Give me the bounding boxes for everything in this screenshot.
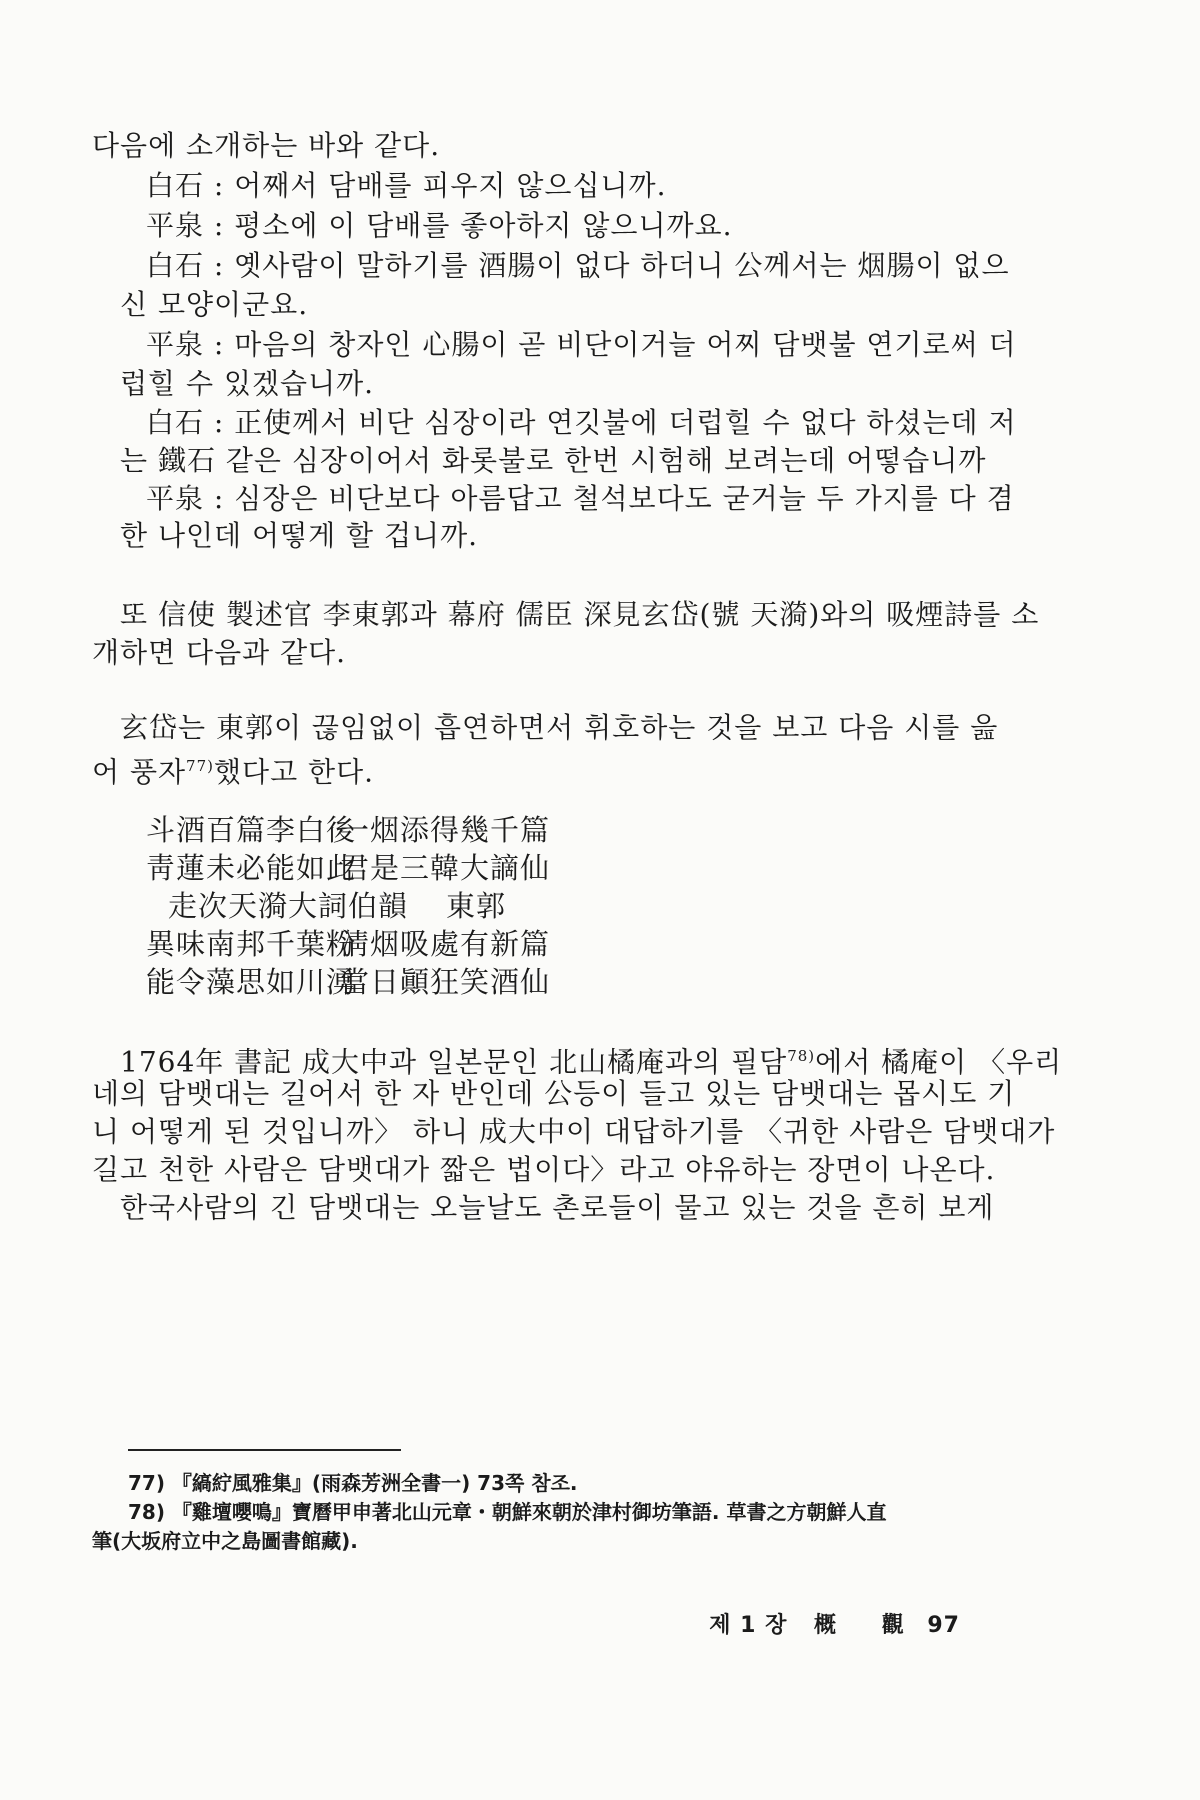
dialogue-line: 白石 : 어째서 담배를 피우지 않으십니까. bbox=[146, 169, 667, 202]
dialogue-line: 平泉 : 평소에 이 담배를 좋아하지 않으니까요. bbox=[146, 209, 733, 242]
poem-line bbox=[146, 848, 356, 888]
dialogue-line: 한 나인데 어떻게 할 겁니까. bbox=[120, 519, 479, 552]
poem-verse: 一烟添得幾千篇 bbox=[340, 813, 551, 847]
poem-verse: 東郭 bbox=[446, 889, 507, 923]
body-line: 네의 담뱃대는 길어서 한 자 반인데 公등이 들고 있는 담뱃대는 몹시도 기 bbox=[92, 1077, 1016, 1110]
footnote-78: 78) 『雞壇嚶鳴』寶曆甲申著北山元章・朝鮮來朝於津村御坊筆語. 草書之方朝鮮人直 bbox=[128, 1500, 887, 1524]
dialogue-line: 平泉 : 심장은 비단보다 아름답고 철석보다도 굳거늘 두 가지를 다 겸 bbox=[146, 482, 1015, 515]
footnote-77: 77) 『縞紵風雅集』(雨森芳洲全書一) 73쪽 참조. bbox=[128, 1471, 578, 1495]
footnote-78-cont: 筆(大坂府立中之島圖書館藏). bbox=[92, 1529, 358, 1553]
poem-line bbox=[146, 924, 356, 964]
text-span: 1764年 書記 成大中과 일본문인 北山橘庵과의 필담 bbox=[120, 1045, 788, 1079]
poem-verse: 走次天漪大詞伯韻 bbox=[168, 889, 409, 923]
poem-heading bbox=[168, 886, 408, 926]
poem-author bbox=[446, 886, 506, 926]
text-span: 에서 橘庵이 〈우리 bbox=[815, 1045, 1063, 1079]
poem-line bbox=[146, 810, 356, 850]
poem-line bbox=[146, 962, 356, 1002]
poem-verse: 靑蓮未必能如此 bbox=[146, 851, 357, 885]
text-span: 했다고 한다. bbox=[214, 755, 375, 789]
chapter-title-2: 觀 bbox=[881, 1613, 905, 1638]
poem-line bbox=[340, 848, 550, 888]
footnote-ref-78: 78) bbox=[787, 1047, 816, 1065]
body-line: 또 信使 製述官 李東郭과 幕府 儒臣 深見玄岱(號 天漪)와의 吸煙詩를 소 bbox=[120, 598, 1040, 631]
body-line: 다음에 소개하는 바와 같다. bbox=[92, 129, 441, 162]
footnote-ref-77: 77) bbox=[186, 757, 214, 775]
chapter-label: 제 1 장 bbox=[709, 1613, 788, 1638]
poem-verse: 能令藻思如川湧 bbox=[146, 965, 357, 999]
chapter-title-1: 概 bbox=[814, 1613, 838, 1638]
body-line bbox=[92, 746, 374, 792]
poem-verse: 當日顚狂笑酒仙 bbox=[340, 965, 551, 999]
dialogue-line: 럽힐 수 있겠습니까. bbox=[120, 367, 375, 400]
body-line: 한국사람의 긴 담뱃대는 오늘날도 촌로들이 물고 있는 것을 흔히 보게 bbox=[120, 1191, 995, 1224]
poem-verse: 斗酒百篇李白後 bbox=[146, 813, 357, 847]
poem-line bbox=[340, 962, 550, 1002]
running-footer bbox=[709, 1608, 960, 1639]
body-line: 니 어떻게 된 것입니까〉 하니 成大中이 대답하기를 〈귀한 사람은 담뱃대가 bbox=[92, 1115, 1056, 1148]
dialogue-line: 신 모양이군요. bbox=[120, 288, 309, 321]
dialogue-line: 는 鐵石 같은 심장이어서 화롯불로 한번 시험해 보려는데 어떻습니까 bbox=[120, 444, 987, 477]
text-span: 어 풍자 bbox=[92, 755, 187, 789]
dialogue-line: 白石 : 正使께서 비단 심장이라 연깃불에 더럽힐 수 없다 하셨는데 저 bbox=[146, 406, 1017, 439]
body-line: 개하면 다음과 같다. bbox=[92, 636, 347, 669]
poem-line bbox=[340, 924, 550, 964]
poem-verse: 君是三韓大謫仙 bbox=[340, 851, 551, 885]
dialogue-line: 白石 : 옛사람이 말하기를 酒腸이 없다 하더니 公께서는 烟腸이 없으 bbox=[146, 249, 1010, 282]
footnote-rule bbox=[128, 1449, 401, 1451]
body-line: 玄岱는 東郭이 끊임없이 흡연하면서 휘호하는 것을 보고 다음 시를 읊 bbox=[120, 711, 999, 744]
page-number: 97 bbox=[927, 1613, 960, 1638]
dialogue-line: 平泉 : 마음의 창자인 心腸이 곧 비단이거늘 어찌 담뱃불 연기로써 더 bbox=[146, 328, 1017, 361]
poem-verse: 淸烟吸處有新篇 bbox=[340, 927, 551, 961]
body-line: 길고 천한 사람은 담뱃대가 짧은 법이다〉라고 야유하는 장면이 나온다. bbox=[92, 1153, 996, 1186]
poem-verse: 異味南邦千葉粉 bbox=[146, 927, 357, 961]
poem-line bbox=[340, 810, 550, 850]
